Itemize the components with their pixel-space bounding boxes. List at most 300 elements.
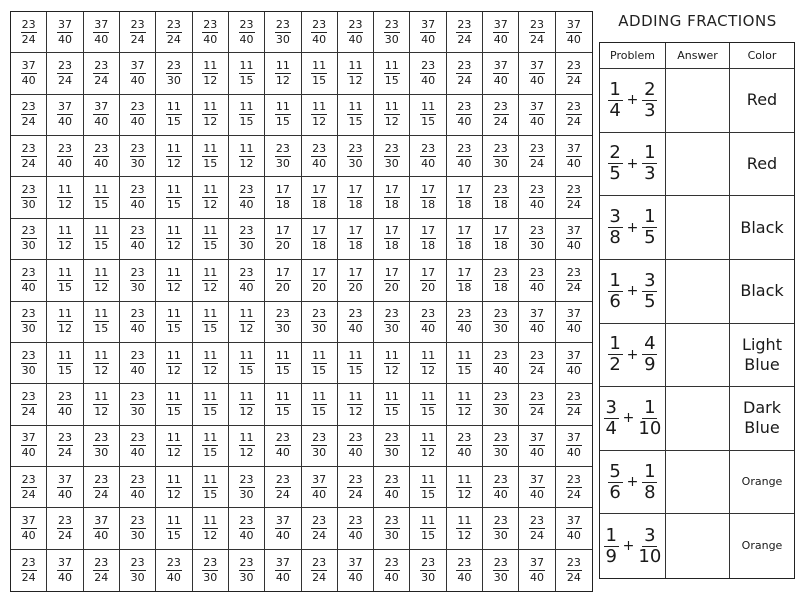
second-fraction [638,396,662,439]
grid-cell[interactable] [265,467,301,508]
grid-cell[interactable] [447,260,483,301]
grid-cell[interactable] [410,95,446,136]
grid-cell[interactable] [84,550,120,591]
grid-cell[interactable] [229,12,265,53]
grid-cell[interactable] [47,550,83,591]
grid-cell[interactable] [374,343,410,384]
grid-cell[interactable] [410,136,446,177]
grid-cell-numerator: 11 [166,100,181,114]
grid-cell[interactable] [338,177,374,218]
grid-cell[interactable] [11,550,47,591]
grid-cell[interactable] [556,177,592,218]
grid-cell[interactable] [120,53,156,94]
grid-cell[interactable] [11,95,47,136]
grid-cell[interactable] [84,426,120,467]
grid-cell[interactable] [120,384,156,425]
grid-cell-numerator: 23 [530,224,545,238]
first-numerator: 1 [605,524,617,546]
grid-cell[interactable] [338,12,374,53]
grid-cell[interactable] [302,384,338,425]
grid-cell-denominator: 40 [421,74,436,88]
grid-cell[interactable] [374,426,410,467]
color-label: Light Blue [742,334,782,374]
grid-cell[interactable] [556,260,592,301]
grid-cell[interactable] [193,508,229,549]
grid-cell-numerator: 17 [312,224,327,238]
grid-cell-denominator: 24 [130,32,145,46]
answer-cell[interactable] [666,260,730,324]
grid-cell[interactable] [519,467,555,508]
grid-cell-denominator: 30 [21,239,36,253]
grid-cell-denominator: 40 [312,156,327,170]
grid-cell[interactable] [84,219,120,260]
grid-cell[interactable] [47,95,83,136]
grid-cell[interactable] [193,384,229,425]
grid-cell[interactable] [447,95,483,136]
grid-cell[interactable] [193,12,229,53]
grid-cell[interactable] [47,508,83,549]
grid-cell[interactable] [519,95,555,136]
grid-cell[interactable] [374,467,410,508]
grid-cell[interactable] [193,95,229,136]
grid-cell-numerator: 17 [348,265,363,279]
grid-cell[interactable] [410,343,446,384]
grid-cell[interactable] [302,508,338,549]
grid-cell-denominator: 20 [275,280,290,294]
grid-cell[interactable] [193,343,229,384]
grid-cell-denominator: 40 [530,570,545,584]
grid-cell-numerator: 23 [57,431,72,445]
grid-cell[interactable] [229,384,265,425]
grid-cell-denominator: 40 [239,528,254,542]
grid-cell[interactable] [483,260,519,301]
grid-cell[interactable] [11,136,47,177]
grid-cell[interactable] [483,302,519,343]
grid-cell[interactable] [156,177,192,218]
grid-cell-numerator: 23 [566,265,581,279]
grid-cell-numerator: 23 [566,183,581,197]
grid-cell[interactable] [193,260,229,301]
answer-cell[interactable] [666,451,730,515]
grid-cell[interactable] [374,177,410,218]
grid-cell-numerator: 23 [348,513,363,527]
grid-cell-denominator: 12 [457,528,472,542]
grid-cell[interactable] [483,384,519,425]
grid-cell-numerator: 11 [57,265,72,279]
grid-cell[interactable] [156,219,192,260]
grid-cell[interactable] [302,95,338,136]
grid-cell[interactable] [265,12,301,53]
grid-cell[interactable] [156,53,192,94]
grid-cell[interactable] [11,12,47,53]
grid-cell[interactable] [47,53,83,94]
grid-cell[interactable] [193,550,229,591]
grid-cell[interactable] [229,508,265,549]
grid-cell[interactable] [120,467,156,508]
grid-cell[interactable] [120,136,156,177]
grid-cell[interactable] [519,343,555,384]
grid-cell-denominator: 15 [57,363,72,377]
grid-cell[interactable] [374,302,410,343]
grid-cell[interactable] [265,550,301,591]
grid-cell[interactable] [556,467,592,508]
grid-cell[interactable] [229,53,265,94]
grid-cell[interactable] [483,426,519,467]
grid-cell[interactable] [84,95,120,136]
grid-cell[interactable] [193,219,229,260]
grid-cell[interactable] [156,550,192,591]
grid-cell[interactable] [447,177,483,218]
grid-cell-numerator: 23 [275,307,290,321]
grid-cell[interactable] [410,508,446,549]
grid-cell-denominator: 15 [166,322,181,336]
grid-cell[interactable] [302,12,338,53]
grid-cell[interactable] [483,53,519,94]
grid-cell[interactable] [120,508,156,549]
grid-cell[interactable] [47,384,83,425]
grid-cell[interactable] [11,177,47,218]
grid-cell[interactable] [120,302,156,343]
grid-cell-numerator: 11 [457,389,472,403]
grid-cell[interactable] [447,219,483,260]
grid-cell[interactable] [519,219,555,260]
grid-cell[interactable] [338,219,374,260]
grid-cell[interactable] [338,53,374,94]
grid-cell[interactable] [447,12,483,53]
grid-cell[interactable] [120,426,156,467]
grid-cell[interactable] [193,177,229,218]
grid-cell[interactable] [11,426,47,467]
grid-cell[interactable] [374,260,410,301]
grid-cell[interactable] [47,302,83,343]
grid-cell[interactable] [519,260,555,301]
grid-cell[interactable] [302,260,338,301]
grid-cell[interactable] [410,53,446,94]
grid-cell[interactable] [302,550,338,591]
grid-cell[interactable] [374,550,410,591]
grid-cell[interactable] [229,467,265,508]
grid-cell-denominator: 30 [239,239,254,253]
grid-cell[interactable] [84,508,120,549]
answer-cell[interactable] [666,69,730,133]
grid-cell[interactable] [410,12,446,53]
grid-cell[interactable] [229,260,265,301]
answer-cell[interactable] [666,387,730,451]
grid-cell[interactable] [338,136,374,177]
grid-cell[interactable] [229,95,265,136]
grid-cell-numerator: 11 [94,265,109,279]
grid-cell[interactable] [556,343,592,384]
grid-cell[interactable] [338,384,374,425]
grid-cell[interactable] [193,136,229,177]
grid-cell-numerator: 11 [94,389,109,403]
grid-cell[interactable] [338,426,374,467]
grid-cell[interactable] [519,302,555,343]
grid-cell[interactable] [556,95,592,136]
grid-cell[interactable] [229,343,265,384]
grid-cell[interactable] [556,136,592,177]
grid-cell[interactable] [156,426,192,467]
grid-cell-numerator: 17 [457,265,472,279]
color-cell [730,69,794,133]
grid-cell[interactable] [120,177,156,218]
grid-cell[interactable] [556,384,592,425]
grid-cell[interactable] [519,508,555,549]
grid-cell[interactable] [265,136,301,177]
grid-cell[interactable] [156,136,192,177]
grid-cell[interactable] [556,302,592,343]
grid-cell-denominator: 40 [166,570,181,584]
grid-cell[interactable] [156,12,192,53]
grid-cell[interactable] [84,343,120,384]
grid-cell[interactable] [229,136,265,177]
grid-cell-numerator: 23 [130,17,145,31]
grid-cell[interactable] [229,219,265,260]
grid-cell[interactable] [302,177,338,218]
grid-cell[interactable] [410,177,446,218]
grid-cell[interactable] [556,12,592,53]
grid-cell[interactable] [11,219,47,260]
grid-cell[interactable] [120,343,156,384]
grid-cell-numerator: 23 [384,431,399,445]
grid-cell-denominator: 40 [57,487,72,501]
grid-cell-denominator: 12 [421,363,436,377]
grid-cell[interactable] [120,550,156,591]
grid-cell-denominator: 12 [57,239,72,253]
grid-cell[interactable] [483,550,519,591]
second-denominator: 3 [644,99,656,121]
grid-cell[interactable] [84,260,120,301]
grid-cell[interactable] [410,302,446,343]
grid-cell-numerator: 37 [94,17,109,31]
grid-cell[interactable] [338,467,374,508]
grid-cell[interactable] [156,343,192,384]
grid-cell[interactable] [410,219,446,260]
grid-cell[interactable] [338,95,374,136]
grid-cell[interactable] [447,343,483,384]
grid-cell-denominator: 18 [493,239,508,253]
second-numerator: 1 [644,460,656,482]
grid-cell-numerator: 17 [275,224,290,238]
grid-cell-numerator: 23 [130,100,145,114]
grid-cell[interactable] [47,343,83,384]
grid-cell[interactable] [374,219,410,260]
grid-cell[interactable] [84,302,120,343]
grid-cell[interactable] [47,219,83,260]
grid-cell[interactable] [47,177,83,218]
grid-cell[interactable] [193,467,229,508]
answer-cell[interactable] [666,196,730,260]
grid-cell[interactable] [265,219,301,260]
grid-cell[interactable] [156,260,192,301]
grid-cell[interactable] [84,12,120,53]
grid-cell[interactable] [447,136,483,177]
grid-cell[interactable] [483,219,519,260]
grid-cell-numerator: 11 [421,513,436,527]
grid-cell[interactable] [229,177,265,218]
grid-cell[interactable] [447,53,483,94]
grid-cell[interactable] [374,508,410,549]
grid-cell-numerator: 11 [421,431,436,445]
grid-cell[interactable] [11,302,47,343]
grid-cell[interactable] [265,384,301,425]
grid-cell[interactable] [11,343,47,384]
grid-cell[interactable] [120,219,156,260]
grid-cell[interactable] [410,467,446,508]
grid-cell[interactable] [156,508,192,549]
grid-cell[interactable] [519,177,555,218]
grid-cell[interactable] [47,426,83,467]
grid-cell[interactable] [302,219,338,260]
second-fraction [642,144,657,183]
grid-cell[interactable] [193,426,229,467]
grid-cell[interactable] [410,426,446,467]
second-fraction [642,460,657,503]
first-fraction [608,269,623,312]
grid-cell[interactable] [229,302,265,343]
grid-cell[interactable] [338,550,374,591]
grid-cell[interactable] [265,426,301,467]
grid-cell[interactable] [374,136,410,177]
grid-cell[interactable] [302,53,338,94]
grid-cell[interactable] [338,260,374,301]
grid-cell[interactable] [447,508,483,549]
grid-cell[interactable] [11,260,47,301]
grid-cell[interactable] [265,177,301,218]
grid-cell-numerator: 23 [94,431,109,445]
grid-cell[interactable] [374,95,410,136]
grid-cell-numerator: 11 [421,389,436,403]
grid-cell[interactable] [11,384,47,425]
grid-cell[interactable] [519,53,555,94]
grid-cell[interactable] [447,302,483,343]
grid-cell[interactable] [193,53,229,94]
grid-cell[interactable] [302,343,338,384]
grid-cell[interactable] [519,384,555,425]
grid-cell[interactable] [410,260,446,301]
grid-cell[interactable] [47,12,83,53]
grid-cell-denominator: 24 [21,404,36,418]
answer-cell[interactable] [666,324,730,388]
grid-cell-denominator: 24 [530,32,545,46]
grid-cell-numerator: 11 [239,431,254,445]
grid-cell[interactable] [556,508,592,549]
grid-cell[interactable] [483,95,519,136]
grid-cell[interactable] [447,550,483,591]
grid-cell[interactable] [156,467,192,508]
grid-cell[interactable] [483,343,519,384]
grid-cell[interactable] [265,508,301,549]
grid-cell[interactable] [265,343,301,384]
first-denominator: 9 [605,545,617,567]
grid-cell[interactable] [302,467,338,508]
grid-cell[interactable] [120,12,156,53]
grid-cell-numerator: 23 [275,141,290,155]
grid-cell[interactable] [47,136,83,177]
grid-cell[interactable] [156,302,192,343]
grid-cell-numerator: 23 [312,17,327,31]
grid-cell[interactable] [265,302,301,343]
grid-cell[interactable] [447,426,483,467]
grid-cell[interactable] [410,550,446,591]
grid-cell[interactable] [556,219,592,260]
grid-cell-denominator: 30 [21,363,36,377]
grid-cell[interactable] [265,53,301,94]
grid-cell[interactable] [556,426,592,467]
grid-cell[interactable] [84,53,120,94]
grid-cell[interactable] [47,467,83,508]
grid-cell[interactable] [11,467,47,508]
grid-cell[interactable] [265,95,301,136]
grid-cell[interactable] [374,384,410,425]
grid-cell[interactable] [11,508,47,549]
grid-cell[interactable] [519,550,555,591]
grid-cell-numerator: 17 [348,183,363,197]
grid-cell[interactable] [338,508,374,549]
grid-cell-numerator: 23 [239,183,254,197]
grid-cell[interactable] [519,136,555,177]
grid-cell-numerator: 11 [312,100,327,114]
grid-cell[interactable] [84,136,120,177]
grid-cell[interactable] [11,53,47,94]
grid-cell[interactable] [556,550,592,591]
grid-cell[interactable] [338,302,374,343]
grid-cell[interactable] [84,177,120,218]
grid-cell-denominator: 40 [566,322,581,336]
grid-cell-numerator: 23 [166,555,181,569]
grid-cell[interactable] [556,53,592,94]
grid-cell[interactable] [483,467,519,508]
grid-cell[interactable] [519,426,555,467]
grid-cell[interactable] [302,302,338,343]
grid-cell[interactable] [483,12,519,53]
grid-cell[interactable] [483,177,519,218]
grid-cell[interactable] [84,467,120,508]
grid-cell[interactable] [483,508,519,549]
grid-cell-denominator: 15 [203,239,218,253]
answer-cell[interactable] [666,133,730,197]
grid-cell[interactable] [265,260,301,301]
grid-cell[interactable] [84,384,120,425]
grid-cell-denominator: 40 [239,280,254,294]
grid-cell[interactable] [519,12,555,53]
grid-cell[interactable] [483,136,519,177]
grid-cell[interactable] [156,95,192,136]
grid-cell[interactable] [302,136,338,177]
grid-cell[interactable] [229,550,265,591]
grid-cell[interactable] [120,95,156,136]
grid-cell-denominator: 40 [130,239,145,253]
grid-cell[interactable] [447,384,483,425]
grid-cell[interactable] [229,426,265,467]
grid-cell[interactable] [302,426,338,467]
grid-cell[interactable] [338,343,374,384]
grid-cell[interactable] [374,12,410,53]
grid-cell-numerator: 23 [130,141,145,155]
grid-cell[interactable] [120,260,156,301]
grid-cell[interactable] [156,384,192,425]
grid-cell[interactable] [410,384,446,425]
grid-cell-denominator: 20 [312,280,327,294]
grid-cell[interactable] [447,467,483,508]
grid-cell[interactable] [374,53,410,94]
grid-cell-denominator: 18 [348,198,363,212]
first-numerator: 3 [609,206,621,228]
grid-cell[interactable] [47,260,83,301]
grid-cell-numerator: 23 [312,141,327,155]
grid-cell[interactable] [193,302,229,343]
answer-cell[interactable] [666,514,730,578]
